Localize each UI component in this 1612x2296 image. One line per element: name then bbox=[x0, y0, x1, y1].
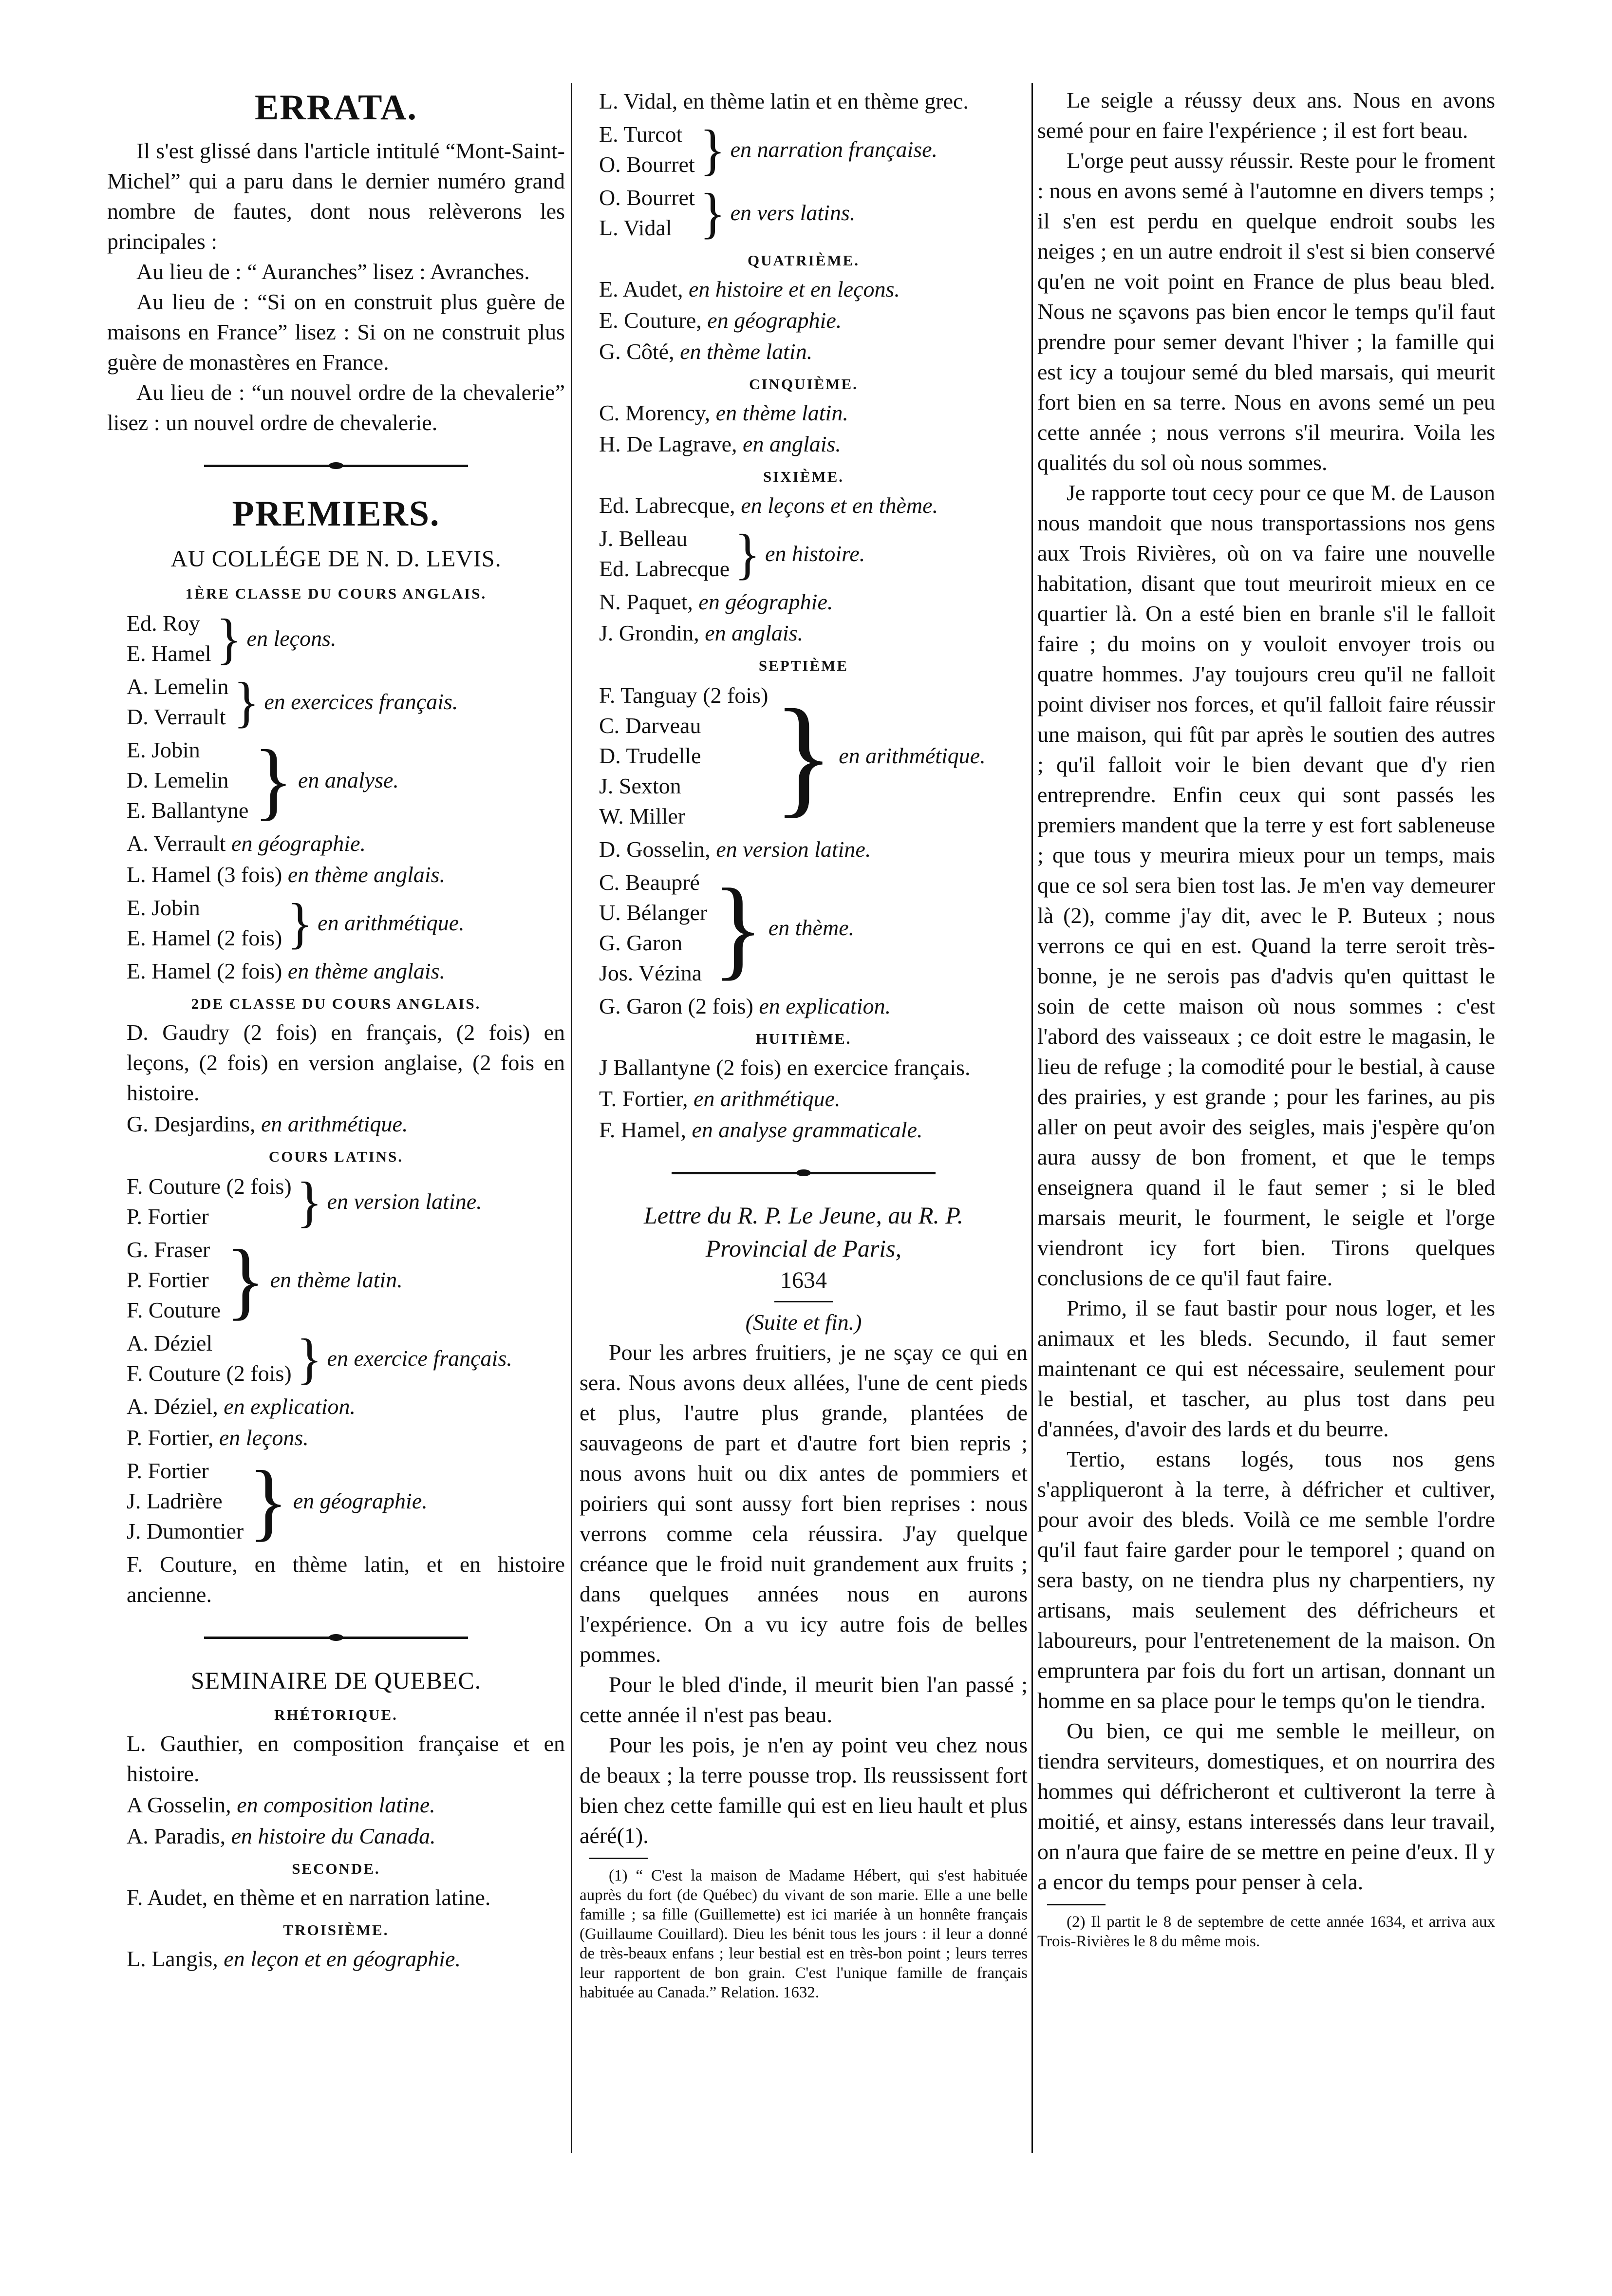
student-name: A. Verrault bbox=[127, 831, 226, 856]
prize-entry: D. Gaudry (2 fois) en français, (2 fois) en leçons, (2 fois) en version anglaise, (2 fois en histoire. bbox=[127, 1020, 565, 1105]
prize-group: E. Turcot O. Bourret } en narration française. bbox=[599, 118, 938, 181]
student-name: A. Déziel bbox=[127, 1331, 213, 1355]
student-name: G. Côté, bbox=[599, 339, 675, 364]
student-name: C. Morency, bbox=[599, 400, 711, 425]
student-name: P. Fortier bbox=[127, 1267, 209, 1292]
student-name: J. Sexton bbox=[599, 773, 681, 798]
prize-group: O. Bourret L. Vidal } en vers latins. bbox=[599, 181, 856, 245]
letter-paragraph: Pour les arbres fruitiers, je ne sçay ce qui en sera. Nous avons deux allées, l'une de cent pieds et plus, l'autre plus grande, plantées de sauvageons de part et d'autre fort bien repris ; nous avons huit ou dix antes de pommiers et poiriers qui sont aussy fort bien reprises : nous verrons comme cela réussira. J'ay quelque créance que le froid nuit grandement aux fruits ; dans quelques années nous en aurons l'expérience. On a vu icy autre fois de belles pommes. bbox=[580, 1340, 1028, 1667]
ornament-divider bbox=[580, 1165, 1028, 1179]
prize-subject: en leçon et en géographie. bbox=[224, 1946, 461, 1971]
prize-group: G. Fraser P. Fortier F. Couture } en thème latin. bbox=[127, 1232, 403, 1328]
student-name: A. Déziel, bbox=[127, 1394, 218, 1419]
prize-entry bbox=[599, 490, 1028, 521]
letter-paragraph: Je rapporte tout cecy pour ce que M. de Lauson nous mandoit que nous transportassions nos gens aux Trois Rivières, où on va faire une nouvelle habitation, disant que tout meuriroit mieux en ce quartier là. On a esté bien en branle s'il le falloit faire ; du moins on y vouloit envoyer trois ou quatre hommes. J'ay toujours creu qu'il ne falloit point diviser nos forces, et qu'il falloit faire réussir une maison, qui fût par après le soutien des autres ; qu'il falloit voir le bien devant que d'y rien entreprendre. Enfin ceux qui sont passés les premiers mandent que la terre y est fort sableneuse ; que tous y meurira mieux pour un temps, mais que ce sol sera bien tost las. Je m'en vay demeurer là (2), comme j'ay dit, avec le P. Buteux ; nous verrons ce qui en est. Quand la terre seroit très-bonne, je ne serois pas d'advis qu'en quittast le soin de cette maison où nous sommes : c'est l'abord des vaisseaux ; ce doit estre le magasin, le lieu de refuge ; la comodité pour le bestial, à cause des prairies, y est grande ; pour les farines, au pis aller on peut avoir des seigles, mais j'espère qu'on aura aussy de bon froment, et que le temps enseignera quand il le faut semer ; si le bled marsais meurit, le fourment, le seigle et l'orge viendront icy fort bien. Tirons quelques conclusions de ce qu'il faut faire. bbox=[1037, 480, 1495, 1290]
class-heading: RHÉTORIQUE. bbox=[274, 1706, 398, 1723]
student-name: Ed. Labrecque, bbox=[599, 493, 735, 518]
prize-subject: en arithmétique. bbox=[839, 743, 986, 768]
student-name: F. Couture bbox=[127, 1298, 221, 1322]
errata-intro: Il s'est glissé dans l'article intitulé “Mont-Saint-Michel” qui a paru dans le dernier numéro grand nombre de fautes, dont nous relèverons les principales : bbox=[107, 138, 565, 254]
prize-group: E. Jobin E. Hamel (2 fois) } en arithmétique. bbox=[127, 891, 465, 955]
prize-group: F. Tanguay (2 fois) C. Darveau D. Trudelle J. Sexton W. Miller } en arithmétique. bbox=[599, 680, 1028, 831]
student-name: G. Desjardins, bbox=[127, 1111, 256, 1136]
student-name: F. Tanguay (2 fois) bbox=[599, 683, 769, 708]
prize-entry bbox=[127, 956, 565, 986]
prize-entry bbox=[599, 305, 1028, 336]
prize-entry bbox=[127, 1790, 565, 1820]
student-name: L. Hamel (3 fois) bbox=[127, 862, 282, 887]
student-name: G. Garon bbox=[599, 930, 683, 955]
student-name: P. Fortier, bbox=[127, 1425, 214, 1450]
student-name: D. Trudelle bbox=[599, 743, 701, 768]
prize-subject: en exercice français. bbox=[327, 1346, 512, 1371]
prize-subject: en explication. bbox=[224, 1394, 356, 1419]
prize-entry: J Ballantyne (2 fois) en exercice français. bbox=[599, 1055, 971, 1080]
seminaire-title: SEMINAIRE DE QUEBEC. bbox=[190, 1667, 482, 1694]
class-heading: SECONDE. bbox=[292, 1860, 380, 1877]
prize-subject: en thème latin. bbox=[715, 400, 848, 425]
prize-entry bbox=[127, 1944, 565, 1974]
prize-subject: en exercices français. bbox=[264, 689, 458, 714]
prize-group: J. Belleau Ed. Labrecque } en histoire. bbox=[599, 522, 865, 585]
prize-entry: L. Gauthier, en composition française et en histoire. bbox=[127, 1731, 565, 1786]
prize-entry bbox=[127, 1392, 565, 1422]
prize-entry bbox=[127, 1109, 565, 1139]
prize-entry bbox=[127, 1821, 565, 1851]
column-right bbox=[1037, 85, 1495, 2155]
student-name: N. Paquet, bbox=[599, 589, 693, 614]
student-name: E. Ballantyne bbox=[127, 798, 249, 823]
ornament-divider bbox=[107, 457, 565, 472]
student-name: O. Bourret bbox=[599, 152, 695, 177]
prize-entry bbox=[599, 398, 1028, 428]
student-name: F. Couture (2 fois) bbox=[127, 1361, 292, 1386]
prize-subject: en version latine. bbox=[716, 837, 871, 862]
footnote: (2) Il partit le 8 de septembre de cette année 1634, et arriva aux Trois-Rivières le 8 du même mois. bbox=[1037, 1913, 1495, 1950]
prize-subject: en anglais. bbox=[705, 621, 804, 645]
student-name: A. Paradis, bbox=[127, 1824, 226, 1848]
student-name: D. Verrault bbox=[127, 704, 226, 729]
short-divider bbox=[774, 1301, 833, 1302]
class-heading: QUATRIÈME. bbox=[747, 252, 860, 269]
student-name: W. Miller bbox=[599, 804, 686, 828]
student-name: T. Fortier, bbox=[599, 1086, 688, 1111]
prize-entry: F. Couture, en thème latin, et en histoire ancienne. bbox=[127, 1552, 565, 1607]
prize-subject: en géographie. bbox=[698, 589, 833, 614]
footnote-divider bbox=[589, 1858, 648, 1859]
prize-subject: en histoire. bbox=[765, 541, 865, 566]
student-name: Jos. Vézina bbox=[599, 960, 702, 985]
student-name: C. Beaupré bbox=[599, 870, 700, 895]
student-name: E. Jobin bbox=[127, 895, 200, 920]
student-name: E. Couture, bbox=[599, 308, 702, 333]
errata-item: Au lieu de : “ Auranches” lisez : Avranches. bbox=[136, 259, 530, 284]
college-heading: AU COLLÉGE DE N. D. LEVIS. bbox=[170, 546, 502, 572]
student-name: E. Audet, bbox=[599, 277, 683, 301]
student-name: E. Jobin bbox=[127, 737, 200, 762]
prize-subject: en thème anglais. bbox=[287, 959, 446, 983]
student-name: L. Langis, bbox=[127, 1946, 218, 1971]
prize-subject: en arithmétique. bbox=[261, 1111, 408, 1136]
prize-subject: en analyse grammaticale. bbox=[692, 1117, 923, 1142]
prize-entry bbox=[127, 860, 565, 890]
student-name: F. Couture (2 fois) bbox=[127, 1174, 292, 1199]
prize-group: A. Déziel F. Couture (2 fois) } en exercice français. bbox=[127, 1327, 512, 1390]
student-name: G. Garon (2 fois) bbox=[599, 994, 753, 1018]
student-name: E. Turcot bbox=[599, 122, 683, 147]
prize-entry bbox=[127, 828, 565, 859]
column-middle bbox=[580, 85, 1028, 2155]
prize-group: Ed. Roy E. Hamel } en leçons. bbox=[127, 607, 337, 670]
column-rule bbox=[1031, 83, 1033, 2153]
student-name: P. Fortier bbox=[127, 1204, 209, 1229]
student-name: A Gosselin, bbox=[127, 1792, 231, 1817]
student-name: J. Belleau bbox=[599, 526, 688, 551]
prize-entry bbox=[599, 1084, 1028, 1114]
student-name: D. Gosselin, bbox=[599, 837, 711, 862]
prize-subject: en vers latins. bbox=[730, 200, 856, 225]
student-name: H. De Lagrave, bbox=[599, 432, 737, 456]
prize-subject: en histoire et en leçons. bbox=[688, 277, 900, 301]
prize-entry bbox=[127, 1423, 565, 1453]
letter-year: 1634 bbox=[780, 1267, 827, 1293]
student-name: E. Hamel (2 fois) bbox=[127, 925, 282, 950]
letter-paragraph: Pour le bled d'inde, il meurit bien l'an passé ; cette année il n'est pas beau. bbox=[580, 1672, 1028, 1727]
letter-paragraph: Primo, il se faut bastir pour nous loger, et les animaux et les bleds. Secundo, il faut semer maintenant ce qui est nécessaire, seulement pour le bestial, et tascher, au plus tost dans peu d'années, d'avoir des lards et du beurre. bbox=[1037, 1296, 1495, 1441]
student-name: O. Bourret bbox=[599, 185, 695, 210]
prize-subject: en géographie. bbox=[231, 831, 366, 856]
letter-paragraph: Ou bien, ce qui me semble le meilleur, on tiendra serviteurs, domestiques, et on nourrira des hommes qui défricheront et cultiveront la terre à moitié, et ainsy, estans interessés dans leur travail, on n'aura que faire de se mettre en peine d'eux. Il y a encor du temps pour penser à cela. bbox=[1037, 1718, 1495, 1894]
class-heading: COURS LATINS. bbox=[268, 1148, 404, 1165]
errata-title: ERRATA. bbox=[255, 88, 417, 128]
prize-entry bbox=[599, 991, 1028, 1021]
column-rule bbox=[571, 83, 572, 2153]
prize-entry bbox=[599, 1115, 1028, 1145]
prize-entry: L. Vidal, en thème latin et en thème grec. bbox=[599, 89, 969, 113]
student-name: Ed. Roy bbox=[127, 611, 200, 636]
prize-subject: en arithmétique. bbox=[694, 1086, 841, 1111]
prize-subject: en analyse. bbox=[298, 768, 399, 792]
class-heading: SIXIÈME. bbox=[763, 468, 844, 485]
prize-subject: en anglais. bbox=[743, 432, 841, 456]
prize-group: P. Fortier J. Ladrière J. Dumontier } en géographie. bbox=[127, 1453, 428, 1549]
student-name: J. Dumontier bbox=[127, 1519, 244, 1543]
student-name: F. Hamel, bbox=[599, 1117, 687, 1142]
prize-subject: en géographie. bbox=[293, 1488, 428, 1513]
student-name: L. Vidal bbox=[599, 215, 672, 240]
student-name: C. Darveau bbox=[599, 713, 701, 738]
letter-paragraph: Tertio, estans logés, tous nos gens s'appliqueront à la terre, à défricher et cultiver, pour avoir des bleds. Voilà ce me semble l'ordre qu'il faut faire garder pour le temporel ; quand on sera basty, on ne tiendra plus ny charpentiers, ny artisans, mais seulement des défricheurs et laboureurs, pour l'entretenement de la maison. On empruntera par fois du fort un artisan, donnant un homme en sa place pour le temps qu'on le tiendra. bbox=[1037, 1447, 1495, 1713]
letter-title: Lettre du R. P. Le Jeune, au R. P. bbox=[644, 1202, 963, 1229]
prize-group: C. Beaupré U. Bélanger G. Garon Jos. Vézina } en thème. bbox=[599, 865, 855, 991]
student-name: Ed. Labrecque bbox=[599, 556, 730, 581]
prize-subject: en narration française. bbox=[730, 137, 938, 162]
student-name: J. Ladrière bbox=[127, 1488, 223, 1513]
student-name: E. Hamel (2 fois) bbox=[127, 959, 282, 983]
prize-entry bbox=[599, 587, 1028, 617]
student-name: P. Fortier bbox=[127, 1458, 209, 1483]
student-name: U. Bélanger bbox=[599, 900, 708, 925]
student-name: A. Lemelin bbox=[127, 674, 229, 699]
errata-item: Au lieu de : “Si on en construit plus guère de maisons en France” lisez : Si on ne construit plus guère de monastères en France. bbox=[107, 289, 565, 375]
class-heading: 1ÈRE CLASSE DU COURS ANGLAIS. bbox=[185, 585, 487, 602]
student-name: G. Fraser bbox=[127, 1237, 210, 1262]
prize-subject: en explication. bbox=[759, 994, 891, 1018]
prize-subject: en thème latin. bbox=[680, 339, 813, 364]
prize-subject: en leçons. bbox=[246, 626, 337, 651]
prize-subject: en thème latin. bbox=[270, 1267, 403, 1292]
prize-entry bbox=[599, 618, 1028, 648]
prize-subject: en histoire du Canada. bbox=[231, 1824, 436, 1848]
prize-group: A. Lemelin D. Verrault } en exercices français. bbox=[127, 670, 458, 734]
prize-subject: en version latine. bbox=[327, 1189, 482, 1214]
prize-subject: en leçons et en thème. bbox=[741, 493, 938, 518]
prize-subject: en thème. bbox=[768, 915, 855, 940]
class-heading: CINQUIÈME. bbox=[749, 376, 858, 393]
prize-subject: en arithmétique. bbox=[318, 910, 465, 935]
prize-entry: F. Audet, en thème et en narration latine. bbox=[127, 1885, 491, 1910]
prize-entry bbox=[599, 834, 1028, 865]
prize-entry bbox=[599, 337, 1028, 367]
class-heading: 2DE CLASSE DU COURS ANGLAIS. bbox=[191, 995, 481, 1012]
prize-subject: en leçons. bbox=[219, 1425, 309, 1450]
letter-paragraph: Pour les pois, je n'en ay point veu chez nous de beaux ; la terre pousse trop. Ils reussissent fort bien chez cette famille qui est en lieu hault et plus aéré(1). bbox=[580, 1732, 1028, 1848]
student-name: E. Hamel bbox=[127, 641, 211, 666]
student-name: D. Lemelin bbox=[127, 768, 229, 792]
prize-subject: en composition latine. bbox=[237, 1792, 435, 1817]
letter-continuation: (Suite et fin.) bbox=[745, 1310, 862, 1335]
class-heading: SEPTIÈME bbox=[758, 657, 849, 674]
prize-entry bbox=[599, 274, 1028, 304]
prize-subject: en thème anglais. bbox=[287, 862, 446, 887]
prize-group: F. Couture (2 fois) P. Fortier } en version latine. bbox=[127, 1170, 482, 1233]
footnote-divider bbox=[1047, 1904, 1106, 1905]
student-name: J. Grondin, bbox=[599, 621, 699, 645]
footnote: (1) “ C'est la maison de Madame Hébert, qui s'est habituée auprès du fort (de Québec) du vivant de son marie. Elle a une belle famille ; sa fille (Guillemette) est ici mariée à un honnête français (Guillaume Couillard). Dieu les bénit tous les jours : il leur a donné de très-beaux enfans ; leur bestial est en très-bon point ; leurs terres leur rapportent de bon grain. C'est l'unique famille de français habituée au Canada.” Relation. 1632. bbox=[580, 1867, 1028, 2001]
letter-paragraph: Le seigle a réussy deux ans. Nous en avons semé pour en faire l'expérience ; il est fort beau. bbox=[1037, 88, 1495, 143]
class-heading: HUITIÈME. bbox=[755, 1030, 852, 1047]
class-heading: TROISIÈME. bbox=[283, 1921, 389, 1938]
letter-paragraph: L'orge peut aussy réussir. Reste pour le froment : nous en avons semé à l'automne en divers temps ; il s'en est perdu en quelque endroit soubs les neiges ; en un autre endroit il s'est si bien conservé qu'en ne voit point en France de plus beau bled. Nous ne sçavons pas bien encor le temps qu'il faut prendre pour semer devant l'hiver ; la famille qui est icy a toujour semé du bled marsais, qui meurit fort bien en sa terre. Nous en avons semé un peu cette année ; nous verrons s'il meurira. Voila les qualités du sol où nous sommes. bbox=[1037, 148, 1495, 475]
letter-title: Provincial de Paris, bbox=[705, 1235, 902, 1262]
prize-group: E. Jobin D. Lemelin E. Ballantyne } en analyse. bbox=[127, 732, 399, 828]
ornament-divider bbox=[107, 1629, 565, 1644]
errata-item: Au lieu de : “un nouvel ordre de la chevalerie” lisez : un nouvel ordre de chevalerie. bbox=[107, 380, 565, 435]
prize-subject: en géographie. bbox=[707, 308, 842, 333]
premiers-title: PREMIERS. bbox=[232, 494, 440, 534]
prize-entry bbox=[599, 429, 1028, 459]
column-left bbox=[107, 85, 565, 2155]
